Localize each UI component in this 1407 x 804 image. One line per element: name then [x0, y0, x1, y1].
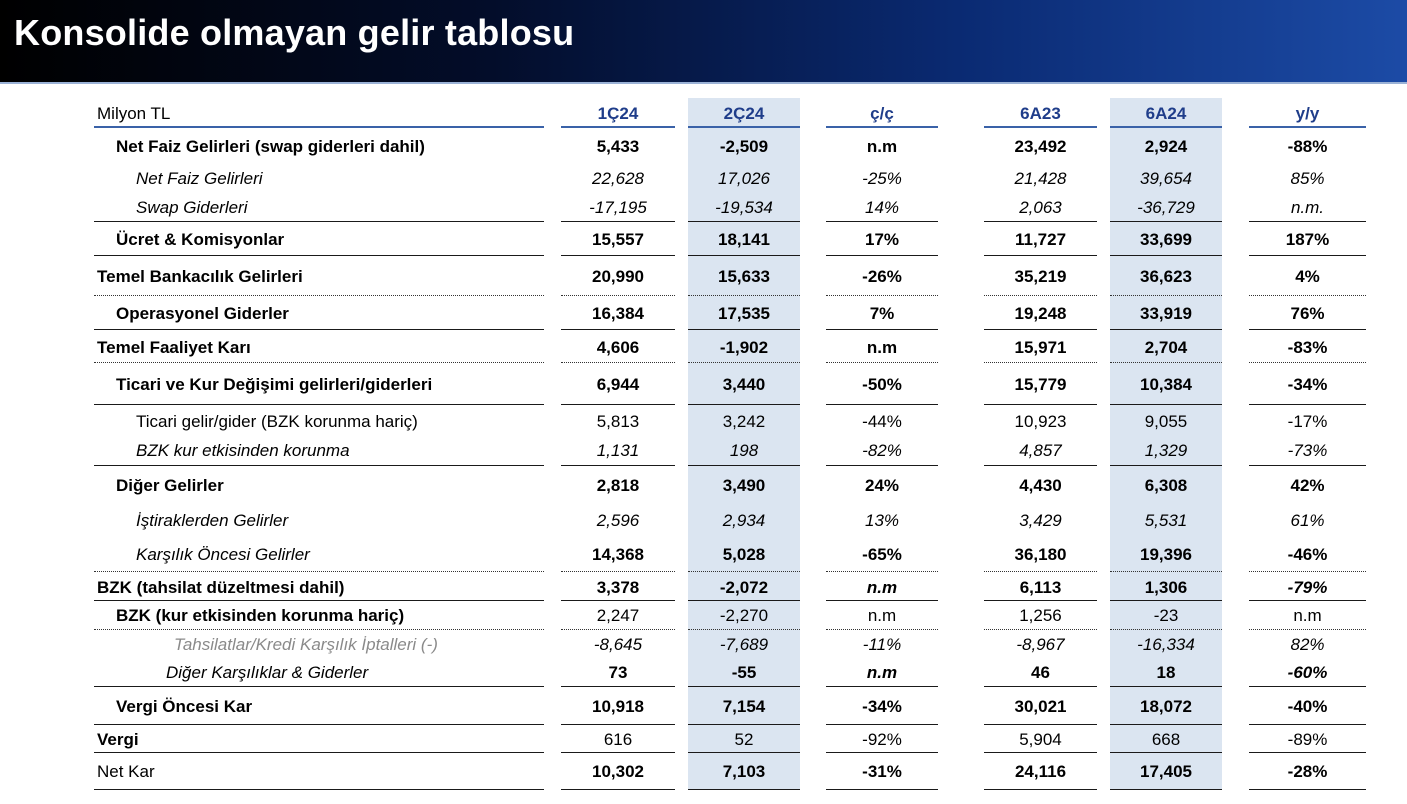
cell-1c24: 5,813 [596, 411, 640, 431]
column-header-6a23: 6A23 [1020, 104, 1061, 123]
cell-1c24: 3,378 [596, 577, 640, 597]
header-underline [561, 126, 675, 128]
row-label: Ticari gelir/gider (BZK korunma hariç) [136, 411, 418, 431]
table-row [94, 689, 1366, 725]
cell-cc: -82% [862, 440, 902, 460]
cell-yy: 76% [1290, 304, 1325, 323]
cell-6a24: 17,405 [1140, 762, 1192, 781]
cell-cc: n.m [866, 663, 898, 682]
cell-yy: -73% [1287, 440, 1328, 460]
header-underline [826, 126, 938, 128]
table-row [94, 132, 1366, 162]
cell-cc: 14% [864, 197, 900, 217]
table-row [94, 503, 1366, 538]
cell-6a24: 9,055 [1144, 411, 1188, 431]
cell-2c24: -2,270 [719, 605, 769, 625]
cell-yy: 85% [1290, 169, 1325, 188]
title-banner [0, 0, 1407, 84]
cell-yy: 4% [1295, 267, 1320, 286]
cell-2c24: -7,689 [719, 634, 769, 654]
cell-2c24: -2,072 [719, 577, 769, 597]
table-row [94, 468, 1366, 503]
cell-6a23: 30,021 [1014, 697, 1067, 716]
cell-6a23: 6,113 [1019, 577, 1062, 597]
cell-1c24: 14,368 [592, 545, 644, 564]
cell-cc: 13% [864, 510, 900, 530]
cell-cc: n.m [866, 137, 898, 156]
cell-yy: 187% [1285, 229, 1330, 249]
cell-2c24: 15,633 [718, 267, 770, 286]
cell-6a23: 24,116 [1014, 762, 1067, 781]
cell-6a24: -23 [1153, 605, 1179, 625]
cell-6a23: 3,429 [1019, 510, 1062, 530]
table-row [94, 630, 1366, 659]
cell-6a23: 11,727 [1014, 229, 1067, 249]
cell-yy: n.m. [1290, 197, 1325, 217]
cell-cc: 7% [869, 304, 895, 323]
cell-6a23: 21,428 [1014, 169, 1067, 188]
row-label: İştiraklerden Gelirler [136, 510, 289, 530]
row-label: Ücret & Komisyonlar [116, 229, 285, 249]
cell-2c24: 7,154 [722, 697, 766, 716]
cell-6a24: -36,729 [1137, 197, 1195, 217]
cell-2c24: 7,103 [722, 762, 766, 781]
cell-yy: -60% [1287, 663, 1328, 682]
cell-6a24: 33,699 [1140, 229, 1192, 249]
cell-yy: -79% [1287, 577, 1328, 597]
header-underline [688, 126, 800, 128]
table-row [94, 754, 1366, 790]
table-row [94, 408, 1366, 435]
cell-1c24: 5,433 [596, 137, 640, 156]
cell-1c24: 22,628 [592, 169, 644, 188]
cell-cc: -26% [862, 267, 902, 286]
cell-6a23: 23,492 [1014, 137, 1067, 156]
header-underline [1110, 126, 1222, 128]
cell-1c24: 15,557 [592, 229, 644, 249]
row-label: Net Faiz Gelirleri (swap giderleri dahil) [116, 137, 425, 156]
cell-6a24: 2,924 [1144, 137, 1188, 156]
cell-2c24: -19,534 [715, 197, 773, 217]
cell-2c24: 3,242 [722, 411, 766, 431]
cell-yy: -89% [1287, 729, 1328, 749]
row-label: Diğer Karşılıklar & Giderler [166, 663, 369, 682]
table-row [94, 223, 1366, 256]
cell-cc: -34% [862, 697, 902, 716]
cell-6a24: 1,329 [1144, 440, 1188, 460]
cell-1c24: 1,131 [596, 440, 640, 460]
cell-6a24: 6,308 [1144, 475, 1188, 495]
row-label: Net Kar [97, 762, 155, 781]
cell-2c24: 5,028 [722, 545, 766, 564]
cell-yy: n.m [1293, 605, 1322, 625]
cell-1c24: 20,990 [592, 267, 644, 286]
cell-yy: 42% [1290, 475, 1325, 495]
row-label: Temel Bankacılık Gelirleri [97, 267, 303, 286]
cell-6a24: 33,919 [1140, 304, 1192, 323]
cell-1c24: 10,918 [592, 697, 644, 716]
header-underline [984, 126, 1097, 128]
cell-6a24: 5,531 [1144, 510, 1188, 530]
column-header-6a24: 6A24 [1145, 104, 1187, 123]
header-underline [1249, 126, 1366, 128]
row-label: Operasyonel Giderler [116, 304, 289, 323]
cell-2c24: 3,440 [722, 375, 766, 394]
cell-yy: -17% [1287, 411, 1328, 431]
cell-1c24: 2,818 [596, 475, 640, 495]
cell-cc: -65% [862, 545, 902, 564]
cell-yy: 82% [1290, 634, 1325, 654]
row-label: Vergi [97, 729, 139, 749]
cell-1c24: -17,195 [589, 197, 647, 217]
cell-6a23: 35,219 [1014, 267, 1067, 286]
cell-6a23: 15,779 [1014, 375, 1067, 394]
row-label: Tahsilatlar/Kredi Karşılık İptalleri (-) [174, 634, 438, 654]
cell-2c24: 17,026 [718, 169, 770, 188]
cell-6a24: 1,306 [1144, 577, 1188, 597]
cell-yy: 61% [1290, 510, 1325, 530]
row-label: Diğer Gelirler [116, 475, 224, 495]
row-label: BZK (kur etkisinden korunma hariç) [116, 605, 405, 625]
cell-6a24: 19,396 [1140, 545, 1192, 564]
cell-6a24: 18 [1156, 663, 1176, 682]
cell-2c24: 2,934 [722, 510, 766, 530]
cell-cc: -44% [862, 411, 902, 431]
cell-6a23: -8,967 [1016, 634, 1065, 654]
table-row [94, 298, 1366, 330]
cell-6a23: 5,904 [1019, 729, 1062, 749]
cell-2c24: 18,141 [718, 229, 770, 249]
cell-1c24: 616 [603, 729, 633, 749]
table-row [94, 165, 1366, 193]
cell-yy: -34% [1287, 375, 1328, 394]
cell-6a24: 39,654 [1140, 169, 1192, 188]
row-label: Karşılık Öncesi Gelirler [136, 545, 310, 564]
table-row [94, 538, 1366, 572]
cell-2c24: 3,490 [722, 475, 766, 495]
row-label: BZK (tahsilat düzeltmesi dahil) [97, 577, 345, 597]
cell-2c24: 198 [729, 440, 759, 460]
row-label: Ticari ve Kur Değişimi gelirleri/giderleri [116, 375, 433, 394]
cell-2c24: 52 [734, 729, 754, 749]
cell-6a23: 15,971 [1014, 337, 1067, 357]
row-label: Net Faiz Gelirleri [136, 169, 263, 188]
row-label: BZK kur etkisinden korunma [136, 440, 350, 460]
cell-1c24: 6,944 [596, 375, 640, 394]
cell-cc: -25% [862, 169, 902, 188]
cell-1c24: 4,606 [596, 337, 640, 357]
column-header-yy: y/y [1295, 104, 1320, 123]
cell-1c24: 2,596 [596, 510, 640, 530]
cell-1c24: 16,384 [592, 304, 644, 323]
cell-6a24: 18,072 [1140, 697, 1192, 716]
table-row [94, 435, 1366, 466]
cell-6a23: 10,923 [1014, 411, 1067, 431]
column-header-2c24: 2Ç24 [723, 104, 765, 123]
cell-yy: -28% [1287, 762, 1328, 781]
table-row [94, 193, 1366, 222]
cell-6a23: 4,857 [1019, 440, 1062, 460]
income-statement-table [94, 98, 1366, 794]
cell-2c24: -55 [731, 663, 757, 682]
cell-6a23: 19,248 [1014, 304, 1067, 323]
cell-2c24: -2,509 [719, 137, 769, 156]
cell-6a24: 668 [1151, 729, 1181, 749]
table-row [94, 574, 1366, 601]
cell-cc: 24% [864, 475, 900, 495]
cell-cc: 17% [864, 229, 900, 249]
cell-2c24: -1,902 [719, 337, 769, 357]
row-label: Temel Faaliyet Karı [97, 337, 251, 357]
cell-yy: -88% [1287, 137, 1328, 156]
cell-6a23: 4,430 [1019, 475, 1062, 495]
cell-yy: -40% [1287, 697, 1328, 716]
cell-cc: n.m [867, 605, 897, 625]
cell-1c24: 73 [608, 663, 628, 682]
cell-6a23: 2,063 [1019, 197, 1062, 217]
cell-6a24: 10,384 [1140, 375, 1192, 394]
column-header-1c24: 1Ç24 [597, 104, 639, 123]
cell-yy: -83% [1287, 337, 1328, 357]
cell-2c24: 17,535 [718, 304, 770, 323]
column-header-cc: ç/ç [870, 104, 894, 123]
cell-6a23: 36,180 [1014, 545, 1067, 564]
cell-1c24: 10,302 [592, 762, 644, 781]
cell-6a24: -16,334 [1137, 634, 1195, 654]
unit-label: Milyon TL [97, 104, 171, 123]
table-row [94, 258, 1366, 296]
cell-cc: -31% [862, 762, 902, 781]
cell-6a24: 36,623 [1140, 267, 1192, 286]
cell-cc: -11% [862, 634, 902, 654]
row-label: Vergi Öncesi Kar [116, 697, 253, 716]
cell-1c24: -8,645 [593, 634, 643, 654]
row-label: Swap Giderleri [136, 197, 248, 217]
cell-6a23: 1,256 [1019, 605, 1062, 625]
table-header [94, 98, 1366, 128]
cell-6a24: 2,704 [1144, 337, 1188, 357]
cell-cc: n.m [866, 577, 898, 597]
cell-cc: -92% [862, 729, 902, 749]
cell-1c24: 2,247 [596, 605, 640, 625]
table-row [94, 659, 1366, 687]
cell-6a23: 46 [1031, 663, 1050, 682]
cell-cc: -50% [862, 375, 902, 394]
cell-yy: -46% [1287, 545, 1328, 564]
page-title: Konsolide olmayan gelir tablosu [14, 12, 575, 53]
header-underline [94, 126, 544, 128]
table-row [94, 365, 1366, 405]
table-row [94, 601, 1366, 630]
table-row [94, 726, 1366, 753]
table-row [94, 332, 1366, 363]
cell-cc: n.m [866, 337, 898, 357]
